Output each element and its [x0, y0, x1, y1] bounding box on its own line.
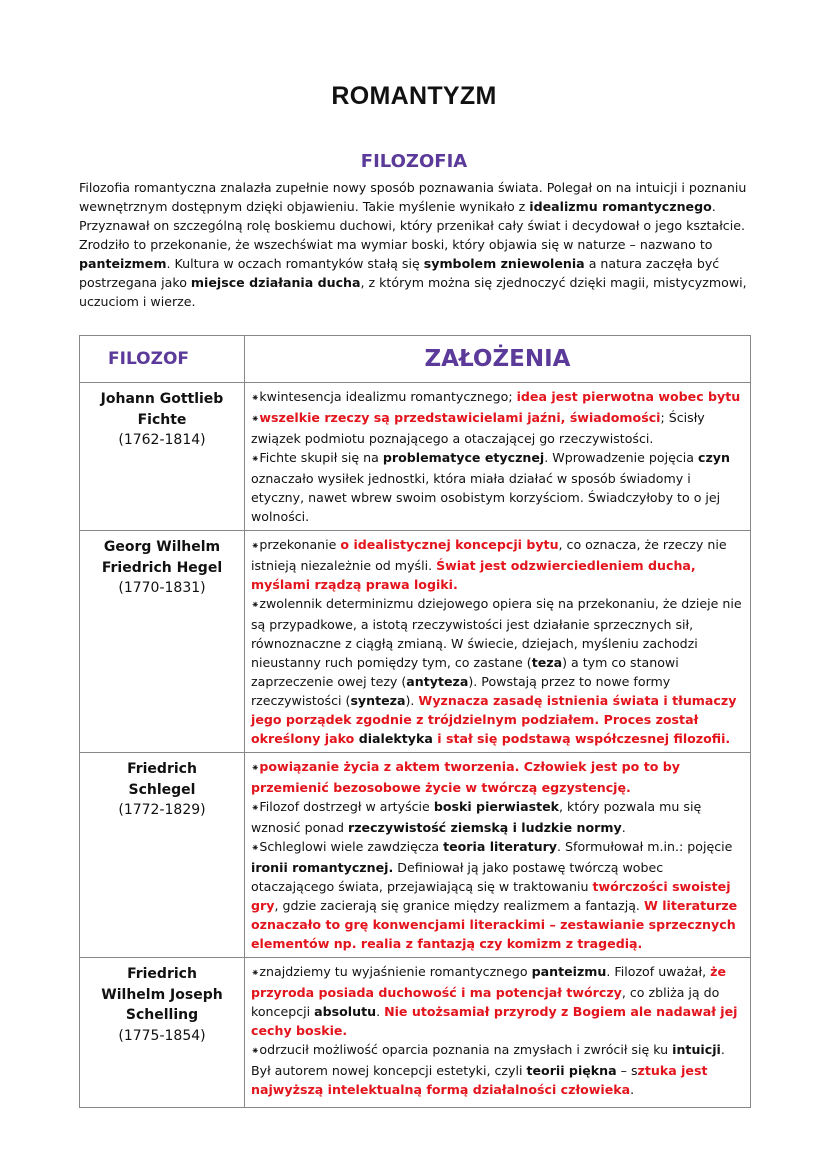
assumptions-cell: [245, 383, 751, 531]
bold-term: antyteza: [406, 674, 469, 689]
text-span: , co zbliża ją do koncepcji: [251, 985, 720, 1019]
highlight-text: wszelkie rzeczy są przedstawicielami jaźni, świadomości: [259, 410, 661, 425]
assumptions-cell: [245, 753, 751, 958]
assumptions-cell: [245, 958, 751, 1108]
philosopher-years: (1770-1831): [118, 580, 206, 596]
assumption-paragraph: [251, 1040, 744, 1099]
text-span: kwintesencja idealizmu romantycznego;: [259, 389, 517, 404]
bold-term: teoria literatury: [443, 839, 558, 854]
philosopher-years: (1762-1814): [118, 432, 206, 448]
text-span: – s: [616, 1063, 638, 1078]
bold-term: problematyce etycznej: [382, 450, 545, 465]
text-span: Definiował ją jako postawę twórczą wobec otaczającego świata, przejawiającą się w traktowaniu: [251, 860, 664, 894]
highlight-text: Świat jest odzwierciedleniem ducha, myślami rządzą prawa logiki.: [251, 558, 696, 592]
bold-term: boski pierwiastek: [433, 799, 560, 814]
text-span: , z którym można się zjednoczyć dzięki magii, mistycyzmowi, uczuciom i wierze.: [79, 275, 747, 309]
text-span: przekonanie: [259, 537, 341, 552]
text-span: Fichte skupił się na: [259, 450, 383, 465]
text-span: ; Ścisły związek podmiotu poznającego a otaczającej go rzeczywistości.: [251, 410, 705, 446]
text-span: , co oznacza, że rzeczy nie istnieją niezależnie od myśli.: [251, 537, 727, 573]
bullet-icon: ⁕: [251, 803, 260, 814]
highlight-text: Wyznacza zasadę istnienia świata i tłumaczy jego porządek zgodnie z trójdzielnym podziałem. Proces został określony jako: [251, 693, 737, 746]
highlight-text: twórczości swoistej gry: [251, 879, 731, 913]
assumption-paragraph: [251, 387, 744, 408]
text-span: . Był autorem nowej koncepcji estetyki, czyli: [251, 1042, 725, 1078]
assumption-paragraph: [251, 797, 744, 837]
bullet-icon: ⁕: [251, 541, 260, 552]
philosopher-name: Friedrich Hegel: [101, 559, 223, 576]
assumption-paragraph: [251, 837, 744, 953]
table-row: [80, 531, 751, 753]
bold-term: ironii romantycznej.: [251, 860, 394, 875]
text-span: odrzucił możliwość oparcia poznania na zmysłach i zwrócił się ku: [259, 1042, 673, 1057]
highlight-text: o idealistycznej koncepcji bytu: [340, 537, 559, 552]
header-philosopher: FILOZOF: [80, 336, 245, 383]
text-span: .: [630, 1082, 635, 1097]
highlight-text: ztuka jest najwyższą intelektualną formą działalności człowieka: [251, 1063, 708, 1097]
highlight-text: Nie utożsamiał przyrody z Bogiem ale nadawał jej cechy boskie.: [251, 1004, 738, 1038]
text-span: , który pozwala mu się wznosić ponad: [251, 799, 702, 835]
philosopher-cell: [80, 383, 245, 531]
highlight-text: i stał się podstawą współczesnej filozofii.: [432, 731, 731, 746]
bold-term: synteza: [350, 693, 406, 708]
highlight-text: że przyroda posiada duchowość i ma potencjał twórczy: [251, 964, 726, 1000]
bullet-icon: ⁕: [251, 968, 260, 979]
page-title: ROMANTYZM: [331, 82, 497, 110]
section-title: FILOZOFIA: [360, 151, 468, 172]
bullet-icon: ⁕: [251, 763, 260, 774]
bold-term: teorii piękna: [526, 1063, 617, 1078]
bold-term: panteizmu: [531, 964, 607, 979]
assumptions-cell: [245, 531, 751, 753]
text-span: Filozof dostrzegł w artyście: [259, 799, 434, 814]
philosopher-name: Georg Wilhelm: [103, 539, 221, 555]
text-span: Schleglowi wiele zawdzięcza: [259, 839, 444, 854]
philosopher-years: (1775-1854): [118, 1027, 206, 1044]
assumption-paragraph: [251, 962, 744, 1040]
philosopher-name: Friedrich: [127, 966, 197, 982]
philosopher-name: Friedrich: [127, 761, 197, 777]
text-span: . Kultura w oczach romantyków stałą się: [166, 256, 424, 271]
philosopher-name: Johann Gottlieb: [100, 391, 224, 407]
highlight-text: powiązanie życia z aktem tworzenia. Człowiek jest po to by przemienić bezosobowe życie w twórczą egzystencję.: [251, 759, 680, 795]
bold-term: symbolem zniewolenia: [423, 256, 585, 271]
intro-paragraph: [79, 178, 751, 311]
bullet-icon: ⁕: [251, 393, 260, 404]
bullet-icon: ⁕: [251, 454, 260, 465]
philosopher-name: Fichte: [137, 411, 187, 428]
text-span: . Przyznawał on szczególną rolę boskiemu duchowi, który przenikał cały świat i decydował o jego kształcie. Zrodziło to przekonanie, że wszechświat ma wymiar boski, który objawia się w naturze – nazwano to: [79, 199, 745, 252]
philosopher-name: Schlegel: [128, 781, 196, 798]
text-span: a natura zaczęła być postrzegana jako: [79, 256, 720, 290]
bold-term: miejsce działania ducha: [190, 275, 361, 290]
bold-term: rzeczywistość ziemską i ludzkie normy: [347, 820, 622, 835]
bullet-icon: ⁕: [251, 600, 260, 611]
philosopher-cell: [80, 753, 245, 958]
table-row: [80, 753, 751, 958]
philosopher-name: Wilhelm Joseph: [101, 986, 223, 1003]
bullet-icon: ⁕: [251, 843, 260, 854]
text-span: znajdziemy tu wyjaśnienie romantycznego: [259, 964, 532, 979]
table-row: [80, 383, 751, 531]
assumption-paragraph: [251, 757, 744, 797]
assumption-paragraph: [251, 408, 744, 448]
philosopher-name: Schelling: [125, 1007, 199, 1023]
text-span: .: [376, 1004, 385, 1019]
text-span: . Wprowadzenie pojęcia: [544, 450, 699, 465]
table-header-row: [80, 336, 751, 383]
text-span: .: [621, 820, 626, 835]
philosophers-table: [79, 335, 751, 1108]
text-span: ) a tym co stanowi zaprzeczenie owej tezy (: [251, 655, 679, 689]
table-row: [80, 958, 751, 1108]
text-span: Filozofia romantyczna znalazła zupełnie nowy sposób poznawania świata. Polegał on na intuicji i poznaniu wewnętrznym dostępnym dzięki objawieniu. Takie myślenie wynikało z: [79, 180, 747, 214]
text-span: ). Powstają przez to nowe formy rzeczywistości (: [251, 674, 671, 708]
philosopher-years: (1772-1829): [118, 802, 206, 818]
bullet-icon: ⁕: [251, 414, 260, 425]
highlight-text: idea jest pierwotna wobec bytu: [516, 389, 741, 404]
bold-term: teza: [531, 655, 563, 670]
header-assumptions: ZAŁOŻENIA: [245, 336, 751, 383]
text-span: . Filozof uważał,: [606, 964, 711, 979]
bold-term: idealizmu romantycznego: [529, 199, 712, 214]
bold-term: absolutu: [314, 1004, 377, 1019]
highlight-text: W literaturze oznaczało to grę konwencjami literackimi – zestawianie sprzecznych elementów np. realia z fantazją czy komizm z tragedią.: [251, 898, 738, 951]
philosopher-cell: [80, 958, 245, 1108]
text-span: ).: [405, 693, 419, 708]
text-span: , gdzie zacierają się granice między realizmem a fantazją.: [274, 898, 644, 913]
text-span: zwolennik determinizmu dziejowego opiera się na przekonaniu, że dzieje nie są przypadkowe, a istotą rzeczywistości jest działanie sprzecznych sił, równoznaczne z ciągłą zmianą. W świecie, dziejach, myśleniu zachodzi nieustanny ruch pomiędzy tym, co zastane (: [251, 596, 742, 670]
bold-term: dialektyka: [358, 731, 433, 746]
bold-term: czyn: [698, 450, 730, 465]
philosopher-cell: [80, 531, 245, 753]
assumption-paragraph: [251, 535, 744, 594]
bullet-icon: ⁕: [251, 1046, 260, 1057]
bold-term: panteizmem: [79, 256, 167, 271]
bold-term: intuicji: [672, 1042, 721, 1057]
text-span: oznaczało wysiłek jednostki, która miała działać w sposób świadomy i etyczny, nawet wbrew swoim osobistym korzyściom. Świadczyłoby to o jej wolności.: [251, 471, 721, 524]
text-span: . Sformułował m.in.: pojęcie: [557, 839, 733, 854]
assumption-paragraph: [251, 594, 744, 748]
assumption-paragraph: [251, 448, 744, 526]
